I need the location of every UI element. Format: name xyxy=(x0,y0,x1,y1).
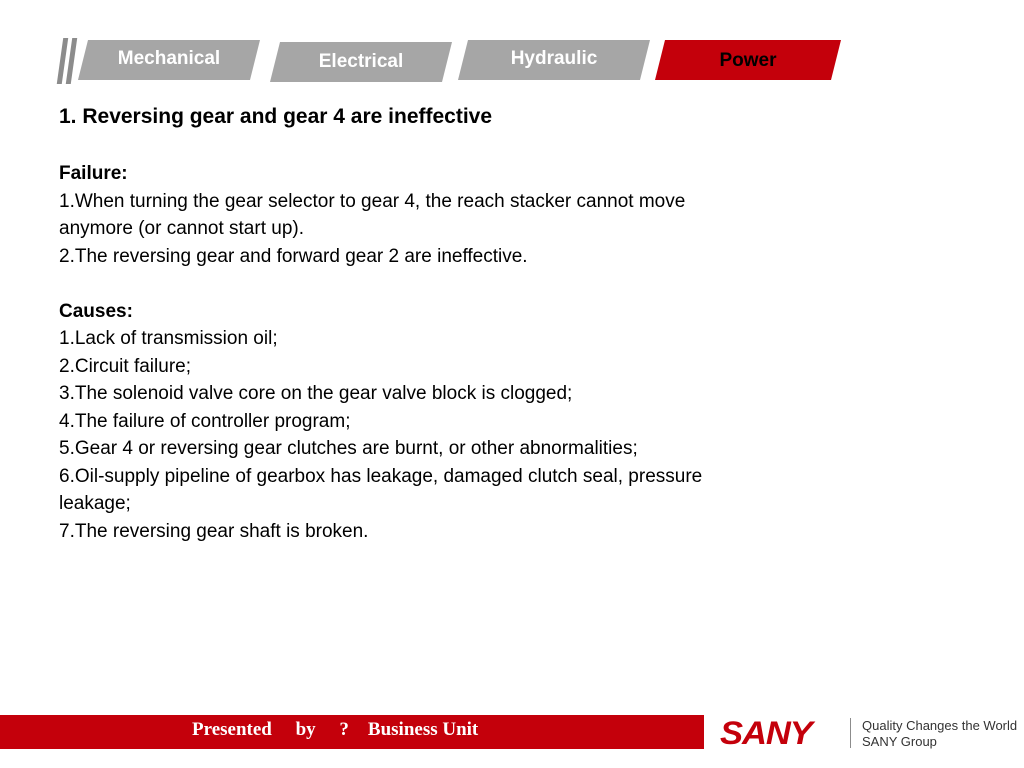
cause-line: 7.The reversing gear shaft is broken. xyxy=(59,520,369,542)
failure-title: Failure: xyxy=(59,163,128,184)
tab-label: Mechanical xyxy=(117,48,221,69)
cause-line: 6.Oil-supply pipeline of gearbox has leakage, damaged clutch seal, pressure xyxy=(59,465,703,487)
cause-line: 3.The solenoid valve core on the gear valve block is clogged; xyxy=(59,383,573,404)
footer-presenter-text: Presented by ? Business Unit xyxy=(192,719,479,740)
tab-power[interactable] xyxy=(660,40,836,80)
slide-heading: 1. Reversing gear and gear 4 are ineffective xyxy=(59,105,493,128)
footer-bar xyxy=(0,715,704,749)
tab-label: Electrical xyxy=(318,51,404,72)
logo-divider xyxy=(850,718,851,748)
sany-logo: SANY xyxy=(720,715,812,751)
cause-line: 4.The failure of controller program; xyxy=(59,410,351,432)
tab-electrical[interactable] xyxy=(275,42,447,82)
company-slogan xyxy=(862,718,1017,750)
tab-label: Power xyxy=(719,50,777,71)
section-spacer xyxy=(59,270,859,298)
cause-line: leakage; xyxy=(59,493,131,514)
cause-line: 2.Circuit failure; xyxy=(59,355,191,377)
tab-hydraulic[interactable] xyxy=(463,40,645,80)
causes-title: Causes: xyxy=(59,300,133,322)
failure-line: 1.When turning the gear selector to gear 4, the reach stacker cannot move xyxy=(59,190,686,212)
failure-line: anymore (or cannot start up). xyxy=(59,218,304,239)
failure-line: 2.The reversing gear and forward gear 2 are ineffective. xyxy=(59,245,528,267)
cause-line: 1.Lack of transmission oil; xyxy=(59,328,278,349)
tab-mechanical[interactable] xyxy=(83,40,255,80)
slide-content xyxy=(59,103,859,545)
slogan-line: Quality Changes the World xyxy=(862,718,1018,733)
tab-label: Hydraulic xyxy=(510,48,598,69)
slogan-line: SANY Group xyxy=(862,734,937,749)
cause-line: 5.Gear 4 or reversing gear clutches are burnt, or other abnormalities; xyxy=(59,438,638,459)
decorative-slash xyxy=(66,38,77,84)
